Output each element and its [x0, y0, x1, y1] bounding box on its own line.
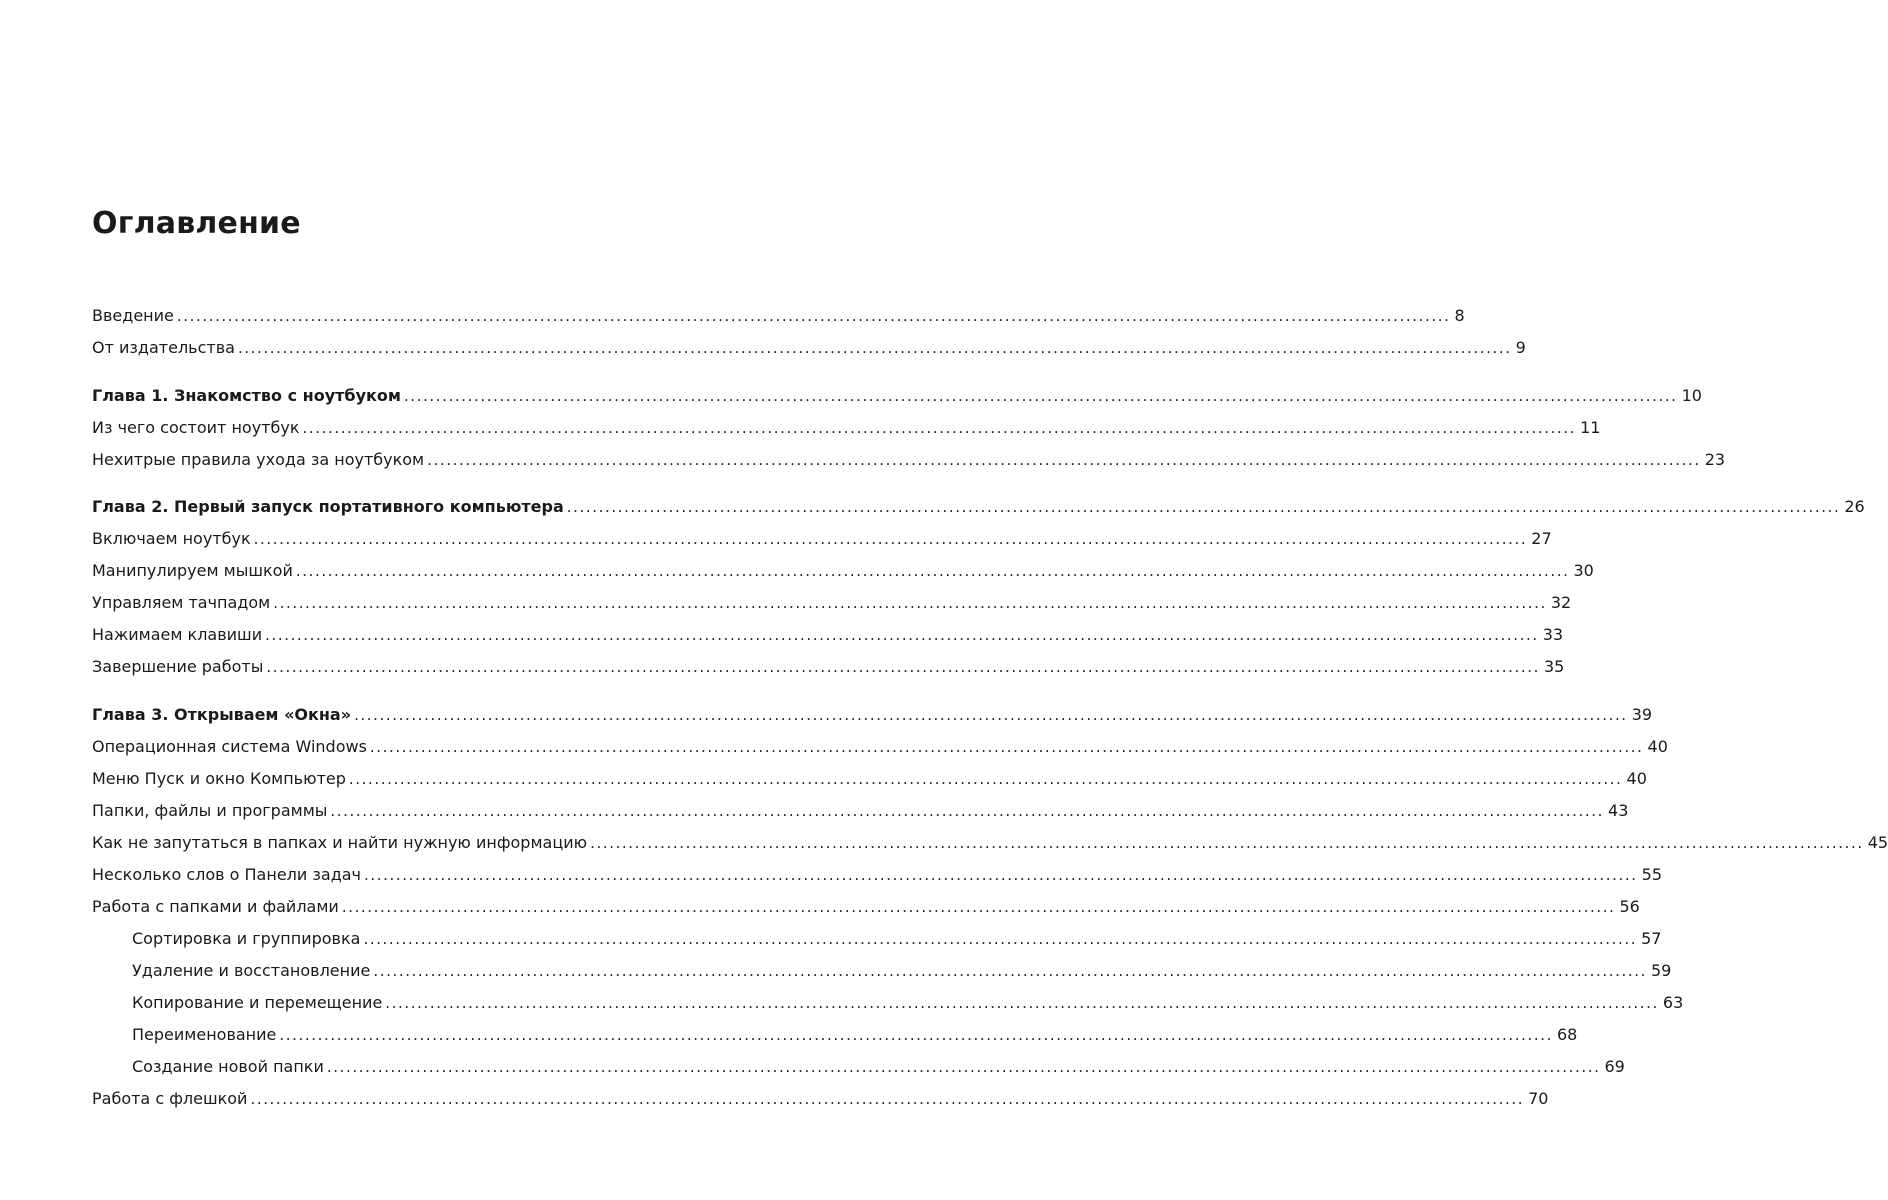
- entry-title: [92, 798, 327, 824]
- dot-leader: ........................................................................................................................................................................................................: [566, 498, 1841, 516]
- entry-label: Работа с флешкой: [92, 1089, 248, 1108]
- entry-label: Операционная система Windows: [92, 737, 367, 756]
- entry-label: Первый запуск портативного компьютера: [174, 497, 564, 516]
- chapter-number: Глава 2.: [92, 497, 169, 516]
- chapter-title: [92, 383, 401, 409]
- toc-entry-row: [92, 830, 1888, 856]
- toc-entry-row: [92, 558, 1594, 584]
- page-number: 40: [1647, 737, 1668, 756]
- toc-chapter-row: [92, 702, 1653, 728]
- toc-chapter-row: [92, 383, 1702, 409]
- toc-entry-row: [92, 622, 1564, 648]
- toc-entry-row: [92, 415, 1601, 441]
- toc-subentry-row: [132, 1054, 1625, 1080]
- entry-label: Меню Пуск и окно Компьютер: [92, 769, 346, 788]
- toc-entry-row: [92, 894, 1640, 920]
- dot-leader: ........................................................................................................................................................................................................: [265, 626, 1539, 644]
- entry-title: [92, 654, 263, 680]
- entry-title: [92, 734, 367, 760]
- entry-title: [92, 590, 270, 616]
- page-number: 33: [1542, 625, 1564, 644]
- dot-leader: ........................................................................................................................................................................................................: [427, 451, 1701, 469]
- dot-leader: ........................................................................................................................................................................................................: [237, 339, 1512, 357]
- entry-label: Знакомство с ноутбуком: [174, 386, 401, 405]
- page-number: 30: [1573, 561, 1594, 580]
- entry-label: Копирование и перемещение: [132, 993, 383, 1012]
- toc-entry-row: [92, 798, 1629, 824]
- page-number: 26: [1844, 497, 1865, 516]
- entry-label: От издательства: [92, 338, 235, 357]
- entry-label: Удаление и восстановление: [132, 961, 371, 980]
- dot-leader: ........................................................................................................................................................................................................: [273, 594, 1547, 612]
- entry-title: [92, 862, 361, 888]
- toc-entry-row: [92, 766, 1647, 792]
- page-number: 10: [1681, 386, 1702, 405]
- entry-title: [132, 990, 382, 1016]
- entry-label: Папки, файлы и программы: [92, 801, 328, 820]
- toc-entry-row: [92, 447, 1726, 473]
- dot-leader: ........................................................................................................................................................................................................: [295, 562, 1570, 580]
- entry-title: [92, 447, 424, 473]
- toc-entry-row: [92, 862, 1662, 888]
- entry-label: Переименование: [132, 1025, 277, 1044]
- dot-leader: ........................................................................................................................................................................................................: [363, 930, 1638, 948]
- chapter-number: Глава 1.: [92, 386, 169, 405]
- entry-label: Управляем тачпадом: [92, 593, 271, 612]
- entry-label: Завершение работы: [92, 657, 264, 676]
- page-number: 55: [1641, 865, 1662, 884]
- toc-entry-row: [92, 303, 1465, 329]
- page-number: 43: [1608, 801, 1629, 820]
- entry-title: [92, 415, 299, 441]
- page-number: 70: [1528, 1089, 1549, 1108]
- entry-title: [132, 958, 370, 984]
- page-number: 40: [1626, 769, 1647, 788]
- entry-label: Нажимаем клавиши: [92, 625, 263, 644]
- chapter-number: Глава 3.: [92, 705, 169, 724]
- dot-leader: ........................................................................................................................................................................................................: [330, 802, 1605, 820]
- entry-label: Манипулируем мышкой: [92, 561, 293, 580]
- entry-title: [92, 766, 346, 792]
- entry-title: [92, 830, 587, 856]
- dot-leader: ........................................................................................................................................................................................................: [266, 658, 1540, 676]
- entry-label: Из чего состоит ноутбук: [92, 418, 300, 437]
- page-number: 11: [1580, 418, 1601, 437]
- entry-title: [92, 894, 339, 920]
- entry-label: Работа с папками и файлами: [92, 897, 339, 916]
- dot-leader: ........................................................................................................................................................................................................: [253, 530, 1528, 548]
- toc-subentry-row: [132, 926, 1662, 952]
- dot-leader: ........................................................................................................................................................................................................: [354, 706, 1628, 724]
- toc-title: Оглавление: [92, 206, 301, 241]
- dot-leader: ........................................................................................................................................................................................................: [364, 866, 1638, 884]
- page-number: 57: [1641, 929, 1662, 948]
- page-number: 32: [1550, 593, 1572, 612]
- dot-leader: ........................................................................................................................................................................................................: [590, 834, 1864, 852]
- page-number: 35: [1543, 657, 1565, 676]
- entry-label: Несколько слов о Панели задач: [92, 865, 362, 884]
- toc-subentry-row: [132, 1022, 1578, 1048]
- toc-entry-row: [92, 734, 1668, 760]
- dot-leader: ........................................................................................................................................................................................................: [250, 1090, 1525, 1108]
- entry-label: Включаем ноутбук: [92, 529, 251, 548]
- dot-leader: ........................................................................................................................................................................................................: [403, 387, 1678, 405]
- entry-label: Создание новой папки: [132, 1057, 324, 1076]
- toc-entry-row: [92, 335, 1526, 361]
- dot-leader: ........................................................................................................................................................................................................: [385, 994, 1659, 1012]
- page-number: 39: [1631, 705, 1653, 724]
- page-number: 68: [1557, 1025, 1578, 1044]
- page-number: 8: [1454, 306, 1465, 325]
- page-number: 56: [1619, 897, 1640, 916]
- entry-title: [92, 622, 262, 648]
- page-number: 59: [1650, 961, 1672, 980]
- dot-leader: ........................................................................................................................................................................................................: [341, 898, 1616, 916]
- chapter-title: [92, 494, 564, 520]
- toc-subentry-row: [132, 990, 1684, 1016]
- entry-title: [92, 558, 293, 584]
- entry-label: Введение: [92, 306, 174, 325]
- page-number: 27: [1531, 529, 1552, 548]
- entry-title: [132, 1022, 276, 1048]
- entry-title: [132, 1054, 324, 1080]
- toc-chapter-row: [92, 494, 1865, 520]
- entry-label: Сортировка и группировка: [132, 929, 361, 948]
- chapter-title: [92, 702, 351, 728]
- entry-title: [132, 926, 360, 952]
- toc-entry-row: [92, 526, 1552, 552]
- toc-list: [92, 0, 1888, 1200]
- page-number: 23: [1704, 450, 1726, 469]
- toc-entry-row: [92, 1086, 1549, 1112]
- dot-leader: ........................................................................................................................................................................................................: [348, 770, 1623, 788]
- dot-leader: ........................................................................................................................................................................................................: [279, 1026, 1553, 1044]
- entry-label: Открываем «Окна»: [174, 705, 352, 724]
- page-number: 69: [1604, 1057, 1625, 1076]
- entry-title: [92, 526, 251, 552]
- entry-title: [92, 303, 174, 329]
- toc-subentry-row: [132, 958, 1672, 984]
- dot-leader: ........................................................................................................................................................................................................: [326, 1058, 1601, 1076]
- page-number: 63: [1662, 993, 1684, 1012]
- entry-label: Как не запутаться в папках и найти нужную информацию: [92, 833, 588, 852]
- page-number: 45: [1867, 833, 1888, 852]
- entry-title: [92, 1086, 247, 1112]
- toc-entry-row: [92, 654, 1565, 680]
- dot-leader: ........................................................................................................................................................................................................: [369, 738, 1644, 756]
- dot-leader: ........................................................................................................................................................................................................: [302, 419, 1577, 437]
- dot-leader: ........................................................................................................................................................................................................: [373, 962, 1647, 980]
- page-number: 9: [1515, 338, 1526, 357]
- entry-title: [92, 335, 235, 361]
- entry-label: Нехитрые правила ухода за ноутбуком: [92, 450, 425, 469]
- toc-entry-row: [92, 590, 1572, 616]
- dot-leader: ........................................................................................................................................................................................................: [176, 307, 1451, 325]
